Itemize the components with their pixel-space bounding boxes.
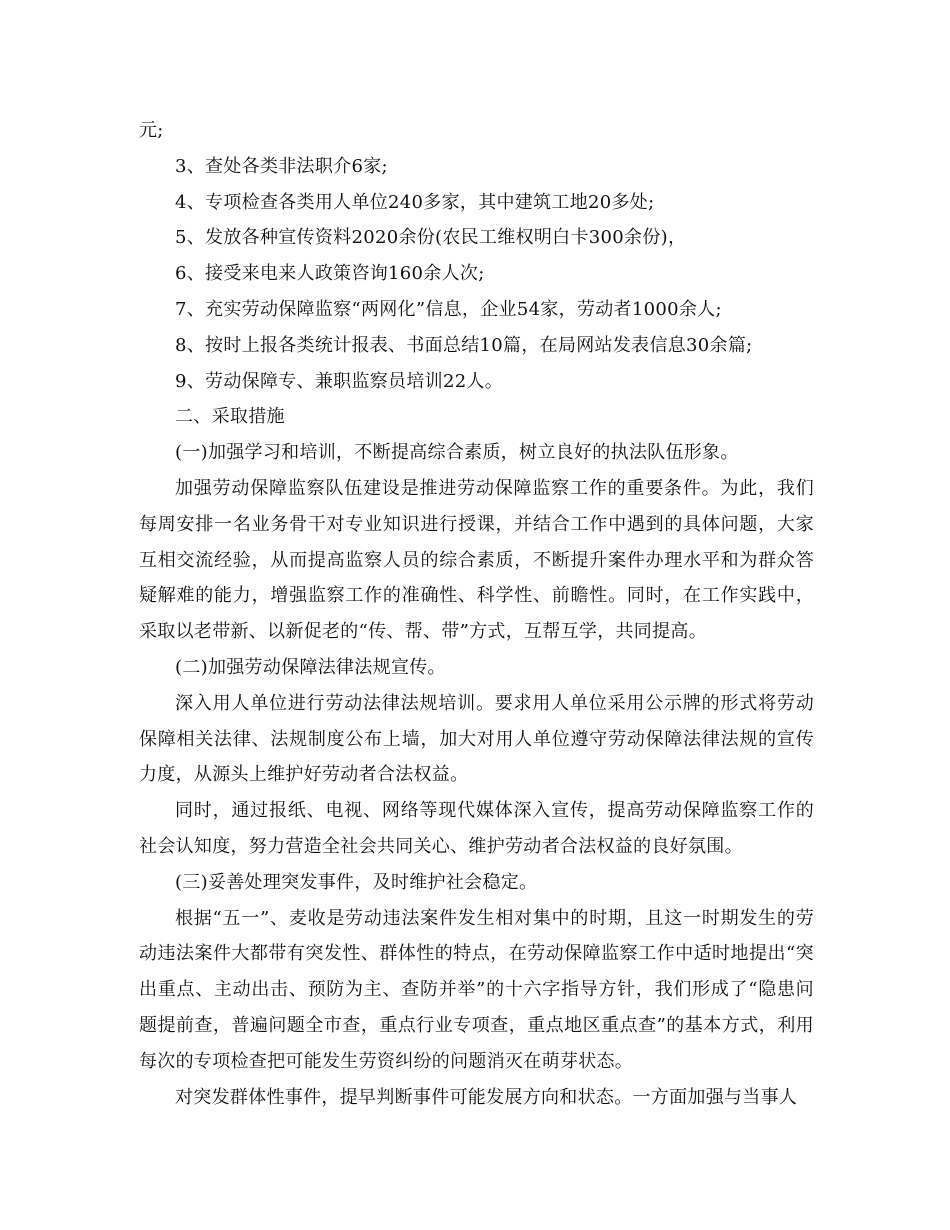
list-item: 8、按时上报各类统计报表、书面总结10篇，在局网站发表信息30余篇; bbox=[175, 334, 753, 356]
subsection-heading: (一)加强学习和培训，不断提高综合素质，树立良好的执法队伍形象。 bbox=[175, 442, 739, 464]
paragraph: 对突发群体性事件，提早判断事件可能发展方向和状态。一方面加强与当事人 bbox=[175, 1086, 798, 1108]
list-item: 6、接受来电来人政策咨询160余人次; bbox=[175, 263, 485, 285]
subsection-heading: (二)加强劳动保障法律法规宣传。 bbox=[175, 656, 446, 678]
list-item: 3、查处各类非法职介6家; bbox=[175, 155, 388, 177]
list-item: 7、充实劳动保障监察“两网化”信息，企业54家，劳动者1000余人; bbox=[175, 298, 722, 320]
section-heading: 二、采取措施 bbox=[175, 406, 285, 428]
paragraph: 元; bbox=[139, 120, 164, 141]
list-item: 9、劳动保障专、兼职监察员培训22人。 bbox=[175, 370, 504, 392]
paragraph: 加强劳动保障监察队伍建设是推进劳动保障监察工作的重要条件。为此，我们每周安排一名业务骨干对专业知识进行授课，并结合工作中遇到的具体问题，大家互相交流经验，从而提高监察人员的综合素质，不断提升案件办理水平和为群众答疑解难的能力，增强监察工作的准确性、科学性、前瞻性。同时，在工作实践中，采取以老带新、以新促老的“传、帮、带”方式，互帮互学，共同提高。 bbox=[139, 477, 814, 643]
paragraph: 同时，通过报纸、电视、网络等现代媒体深入宣传，提高劳动保障监察工作的社会认知度，努力营造全社会共同关心、维护劳动者合法权益的良好氛围。 bbox=[139, 800, 814, 857]
document-body bbox=[139, 113, 814, 1115]
paragraph: 深入用人单位进行劳动法律法规培训。要求用人单位采用公示牌的形式将劳动保障相关法律、法规制度公布上墙，加大对用人单位遵守劳动保障法律法规的宣传力度，从源头上维护好劳动者合法权益。 bbox=[139, 692, 814, 786]
list-item: 4、专项检查各类用人单位240多家，其中建筑工地20多处; bbox=[175, 191, 655, 213]
subsection-heading: (三)妥善处理突发事件，及时维护社会稳定。 bbox=[175, 871, 538, 893]
list-item: 5、发放各种宣传资料2020余份(农民工维权明白卡300余份)， bbox=[175, 227, 687, 249]
paragraph: 根据“五一”、麦收是劳动违法案件发生相对集中的时期，且这一时期发生的劳动违法案件大都带有突发性、群体性的特点，在劳动保障监察工作中适时地提出“突出重点、主动出击、预防为主、查防并举”的十六字指导方针，我们形成了“隐患问题提前查，普遍问题全市查，重点行业专项查，重点地区重点查”的基本方式，利用每次的专项检查把可能发生劳资纠纷的问题消灭在萌芽状态。 bbox=[139, 907, 814, 1072]
